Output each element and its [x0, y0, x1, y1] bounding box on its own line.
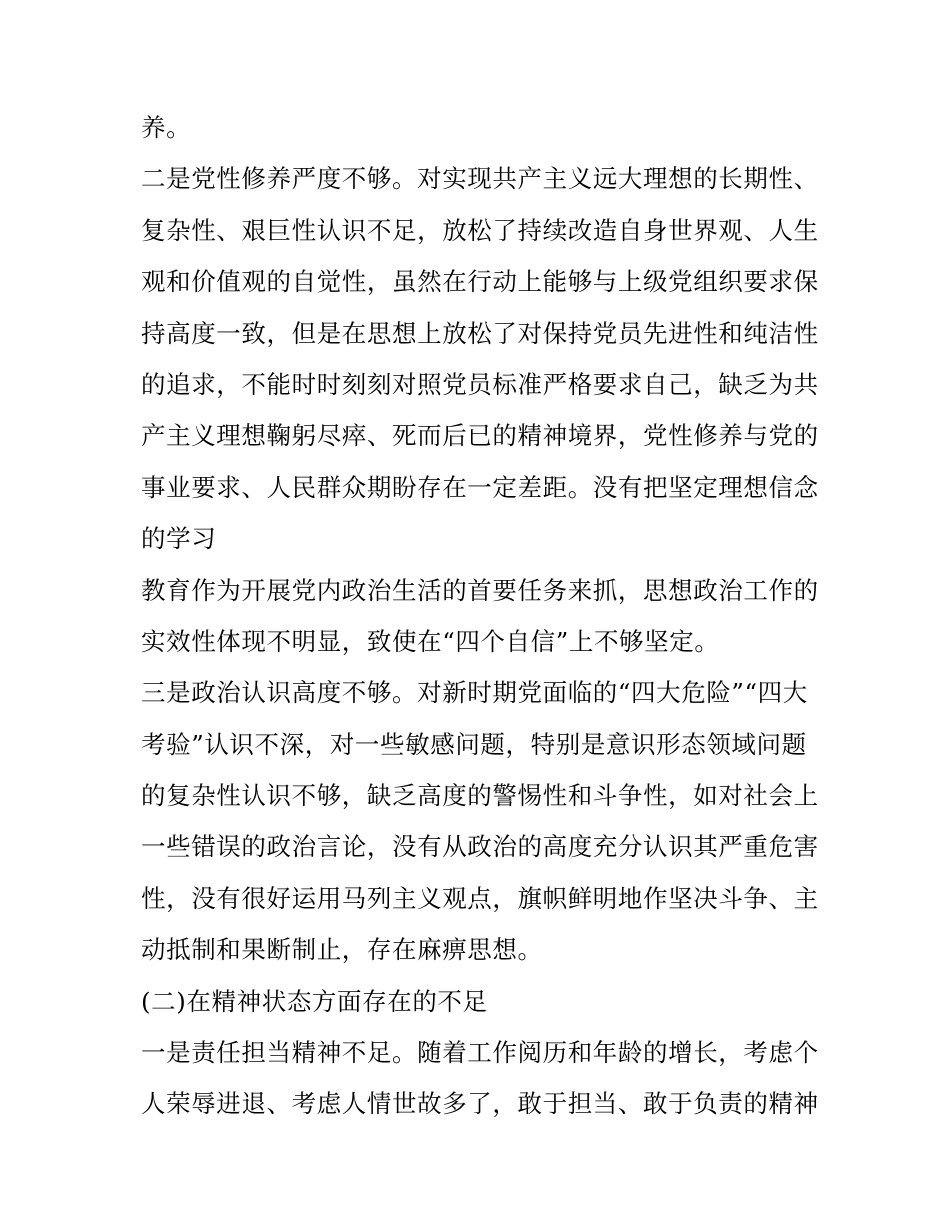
document-body [141, 108, 821, 1136]
text-line: 考验”认识不深，对一些敏感问题，特别是意识形态领域问题 [141, 729, 807, 759]
text-line: 一些错误的政治言论，没有从政治的高度充分认识其严重危害 [141, 832, 819, 862]
text-line: 人荣辱进退、考虑人情世故多了，敢于担当、敢于负责的精神 [141, 1089, 819, 1119]
text-line: 实效性体现不明显，致使在“四个自信”上不够坚定。 [141, 626, 720, 656]
text-line: 事业要求、人民群众期盼存在一定差距。没有把坚定理想信念 [141, 472, 819, 502]
text-line: 观和价值观的自觉性，虽然在行动上能够与上级党组织要求保 [141, 267, 819, 297]
text-line: 性，没有很好运用马列主义观点，旗帜鲜明地作坚决斗争、主 [141, 883, 819, 913]
text-line: 持高度一致，但是在思想上放松了对保持党员先进性和纯洁性 [141, 318, 819, 348]
text-line: 的追求，不能时时刻刻对照党员标准严格要求自己，缺乏为共 [141, 369, 819, 399]
text-line: 养。 [141, 113, 192, 142]
text-line: 的学习 [141, 524, 217, 554]
section-heading: (二)在精神状态方面存在的不足 [141, 986, 488, 1016]
text-line: 教育作为开展党内政治生活的首要任务来抓，思想政治工作的 [141, 575, 819, 605]
text-line: 复杂性、艰巨性认识不足，放松了持续改造自身世界观、人生 [141, 215, 819, 245]
text-line: 产主义理想鞠躬尽瘁、死而后已的精神境界，党性修养与党的 [141, 421, 819, 451]
text-line: 一是责任担当精神不足。随着工作阅历和年龄的增长，考虑个 [141, 1038, 819, 1068]
text-line: 的复杂性认识不够，缺乏高度的警惕性和斗争性，如对社会上 [141, 781, 819, 811]
text-line: 三是政治认识高度不够。对新时期党面临的“四大危险”“四大 [141, 678, 808, 708]
text-line: 动抵制和果断制止，存在麻痹思想。 [141, 935, 543, 965]
text-line: 二是党性修养严度不够。对实现共产主义远大理想的长期性、 [141, 164, 819, 194]
